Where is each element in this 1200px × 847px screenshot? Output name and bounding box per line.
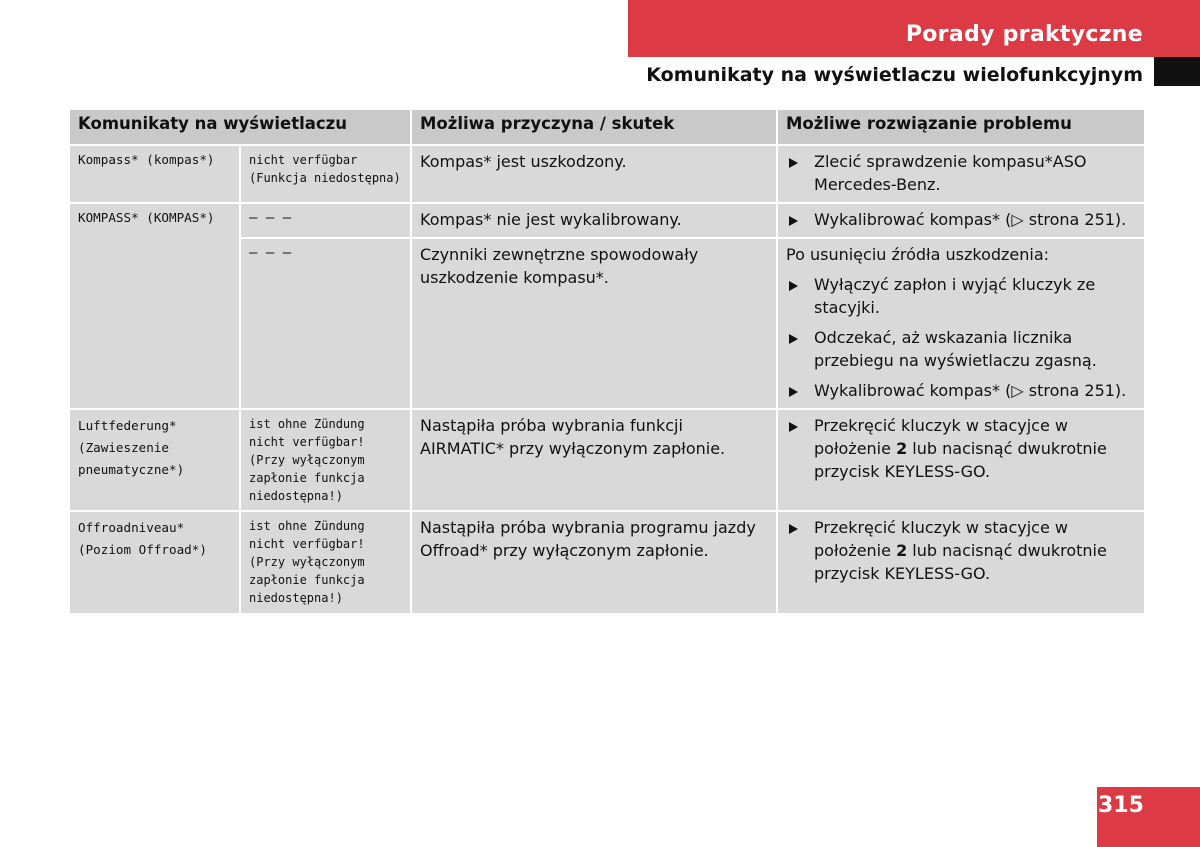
display-message: Offroadniveau* (Poziom Offroad*) — [69, 511, 240, 614]
step-text: Przekręcić kluczyk w stacyjce w położenie 2 lub nacisnąć dwukrotnie przycisk KEYLESS-GO. — [814, 518, 1107, 583]
header-solution: Możliwe rozwiązanie problemu — [777, 109, 1145, 145]
solution-cell — [777, 203, 1145, 238]
step-text: Zlecić sprawdzenie kompasu*ASO Mercedes-Benz. — [814, 152, 1087, 194]
bullet-triangle-icon — [789, 387, 798, 397]
page-subtitle: Komunikaty na wyświetlaczu wielofunkcyjnym — [646, 64, 1143, 86]
bullet-triangle-icon — [789, 422, 798, 432]
solution-cell — [777, 145, 1145, 203]
cause-cell: Czynniki zewnętrzne spowodowały uszkodzenie kompasu*. — [411, 238, 777, 409]
bullet-triangle-icon — [789, 334, 798, 344]
table-row — [69, 145, 1145, 203]
solution-step — [786, 150, 1136, 196]
solution-step — [786, 414, 1136, 483]
solution-step — [786, 516, 1136, 585]
cause-cell: Nastąpiła próba wybrania programu jazdy Offroad* przy wyłączonym zapłonie. — [411, 511, 777, 614]
step-text: Odczekać, aż wskazania licznika przebiegu na wyświetlaczu zgasną. — [814, 328, 1097, 370]
solution-cell — [777, 238, 1145, 409]
step-text: Przekręcić kluczyk w stacyjce w położenie 2 lub nacisnąć dwukrotnie przycisk KEYLESS-GO. — [814, 416, 1107, 481]
section-title: Porady praktyczne — [905, 22, 1143, 47]
step-text: Wykalibrować kompas* (▷ strona 251). — [814, 210, 1127, 229]
cause-cell: Nastąpiła próba wybrania funkcji AIRMATIC* przy wyłączonym zapłonie. — [411, 409, 777, 511]
solution-step — [786, 326, 1136, 372]
bullet-triangle-icon — [789, 158, 798, 168]
bullet-triangle-icon — [789, 216, 798, 226]
solution-step — [786, 273, 1136, 319]
display-submessage: ist ohne Zündung nicht verfügbar! (Przy wyłączonym zapłonie funkcja niedostępna!) — [240, 409, 411, 511]
header-cause: Możliwa przyczyna / skutek — [411, 109, 777, 145]
display-message: Kompass* (kompas*) — [69, 145, 240, 203]
step-text: Wyłączyć zapłon i wyjąć kluczyk ze stacyjki. — [814, 275, 1096, 317]
step-text: Wykalibrować kompas* (▷ strona 251). — [814, 381, 1127, 400]
display-submessage: – – – — [240, 238, 411, 409]
solution-intro: Po usunięciu źródła uszkodzenia: — [786, 245, 1050, 264]
messages-table — [68, 108, 1146, 615]
table-row — [69, 511, 1145, 614]
subtitle-marker — [1154, 57, 1200, 86]
bullet-triangle-icon — [789, 281, 798, 291]
page-number: 315 — [1098, 793, 1144, 818]
header-display: Komunikaty na wyświetlaczu — [69, 109, 411, 145]
display-message: KOMPASS* (KOMPAS*) — [69, 203, 240, 409]
table-header-row — [69, 109, 1145, 145]
solution-step — [786, 379, 1136, 402]
solution-cell — [777, 511, 1145, 614]
solution-step — [786, 208, 1136, 231]
cause-cell: Kompas* jest uszkodzony. — [411, 145, 777, 203]
table-row — [69, 203, 1145, 238]
cause-cell: Kompas* nie jest wykalibrowany. — [411, 203, 777, 238]
solution-cell — [777, 409, 1145, 511]
table-row — [69, 409, 1145, 511]
display-submessage: nicht verfügbar (Funkcja niedostępna) — [240, 145, 411, 203]
display-submessage: ist ohne Zündung nicht verfügbar! (Przy wyłączonym zapłonie funkcja niedostępna!) — [240, 511, 411, 614]
bullet-triangle-icon — [789, 524, 798, 534]
display-submessage: – – – — [240, 203, 411, 238]
display-message: Luftfederung* (Zawieszenie pneumatyczne*) — [69, 409, 240, 511]
